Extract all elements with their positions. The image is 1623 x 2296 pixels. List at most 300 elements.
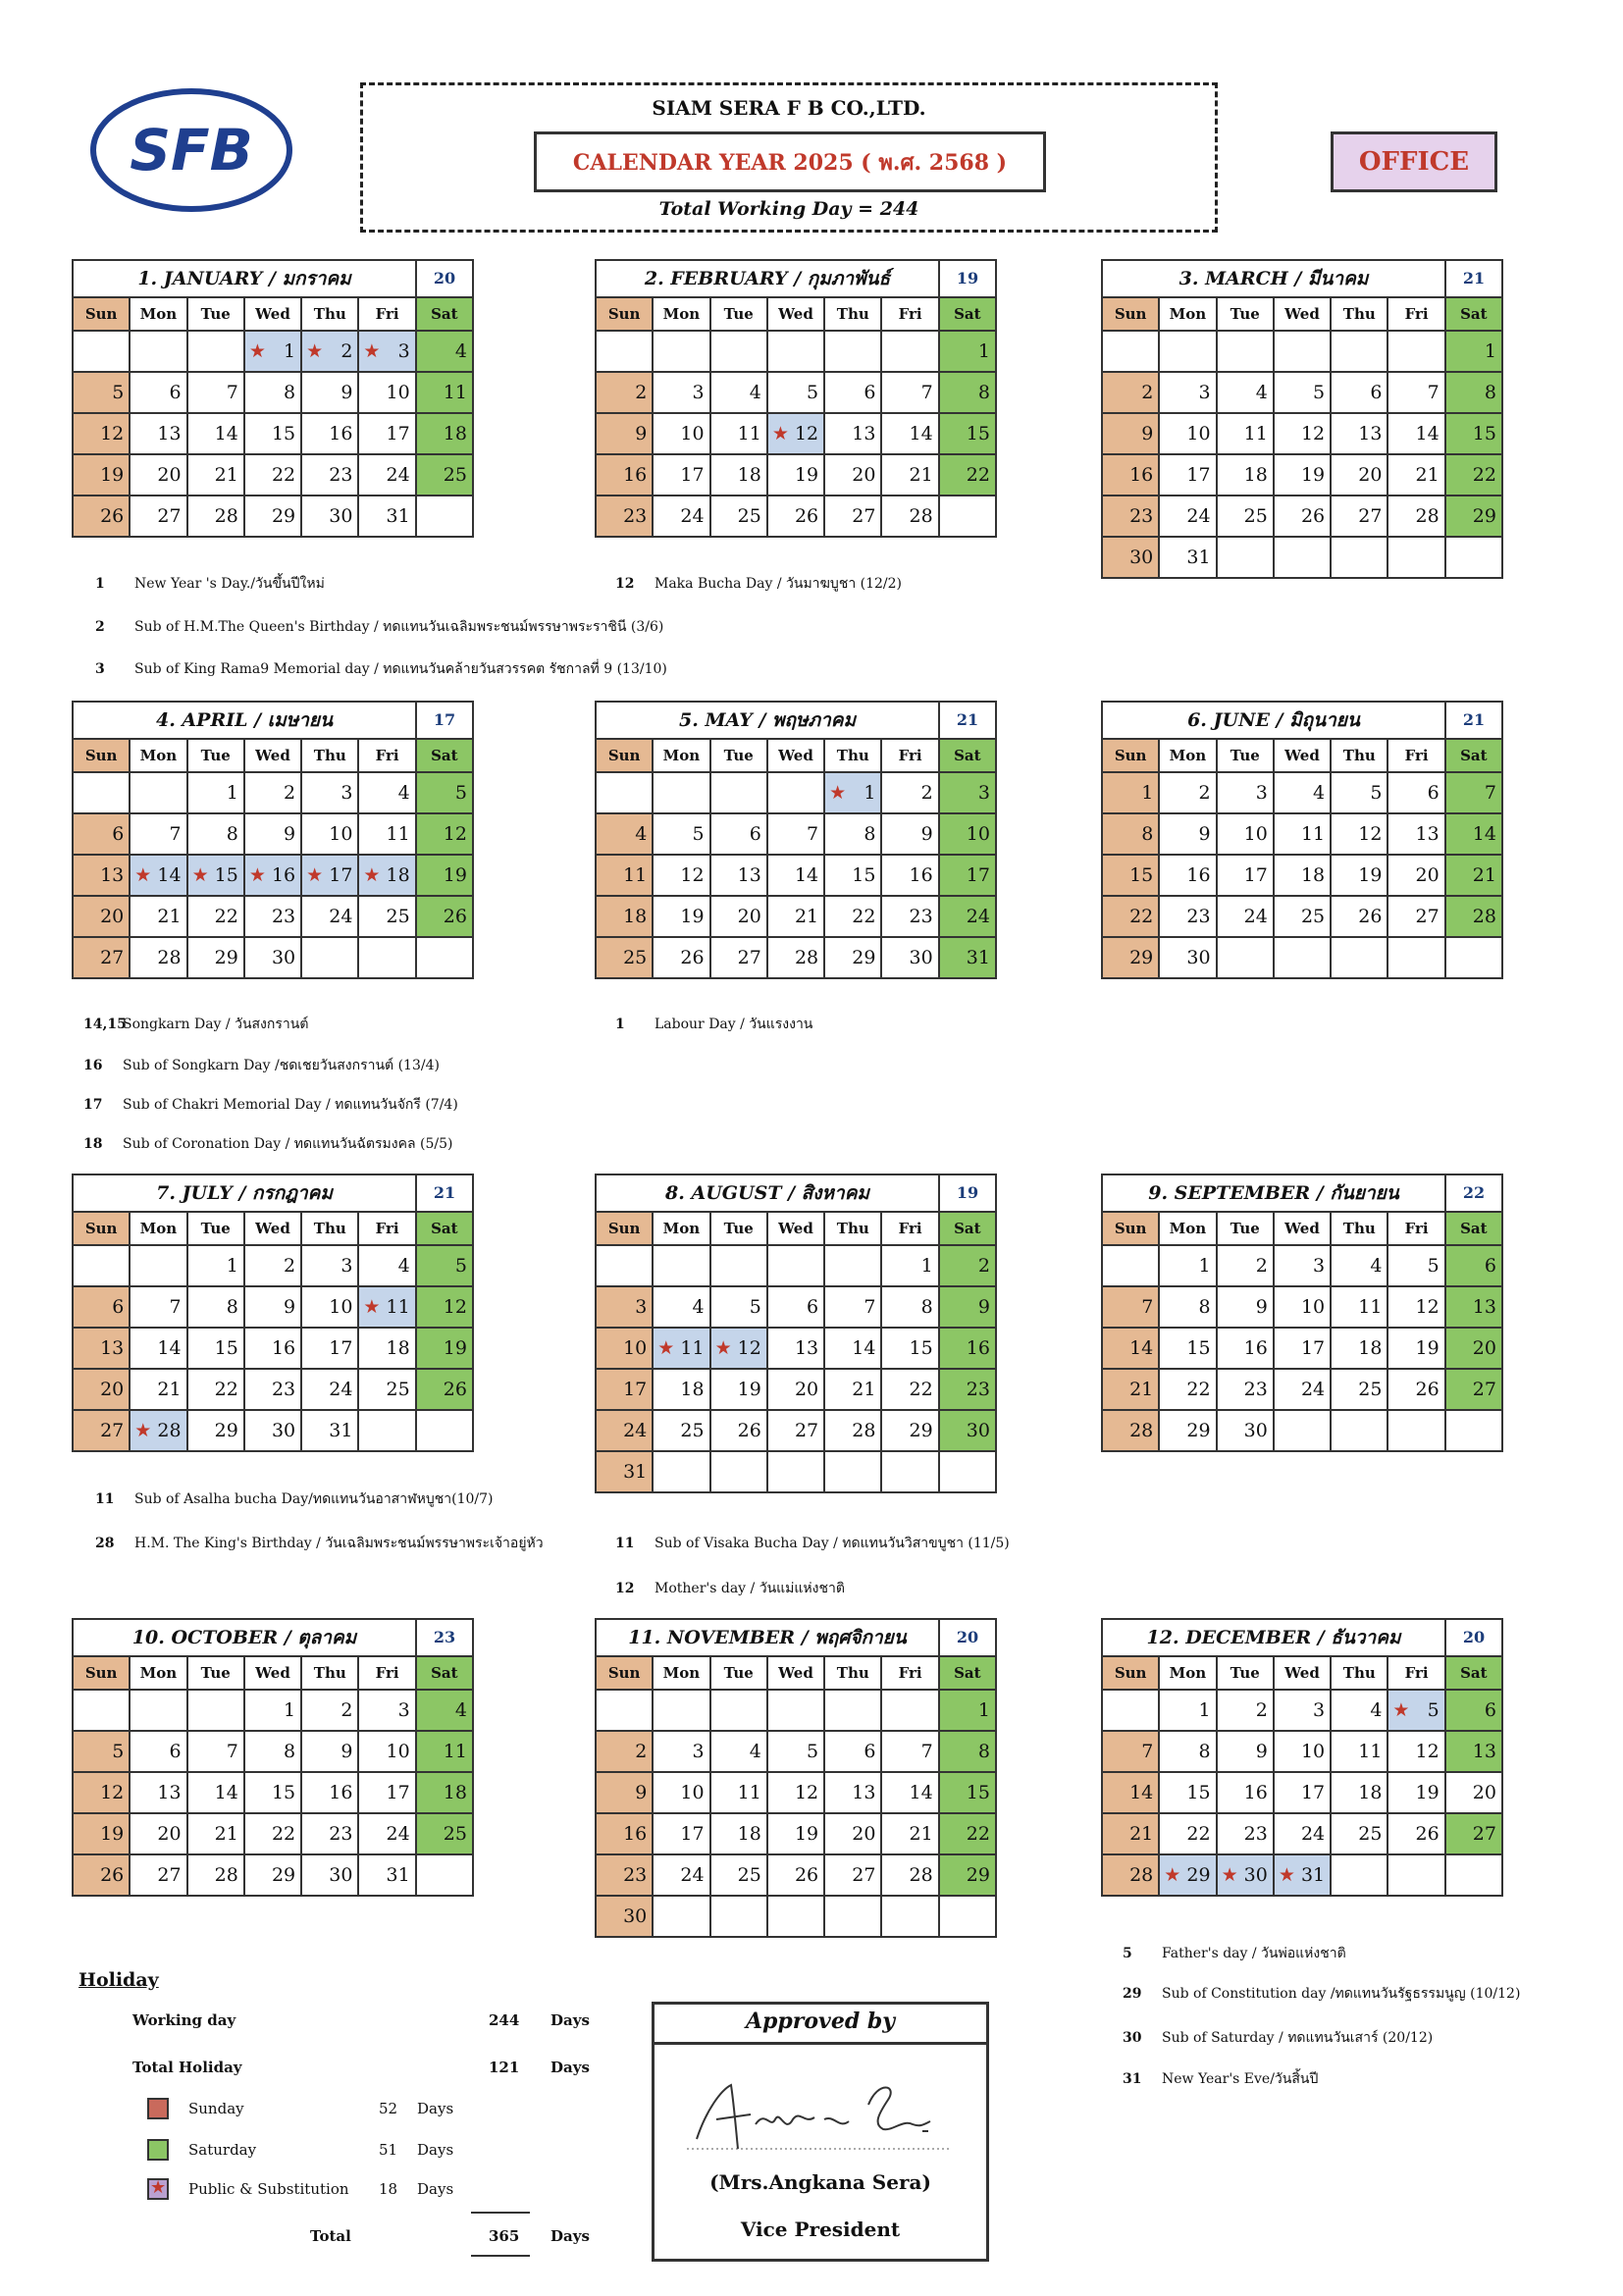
day-cell	[131, 1370, 187, 1411]
day-cell	[768, 938, 825, 979]
month-1	[72, 259, 474, 538]
day-number: 9	[340, 382, 353, 403]
holiday-note-text: Sub of King Rama9 Memorial day / ทดแทนวันคล้ายวันสวรรคต รัชกาลที่ 9 (13/10)	[134, 661, 667, 677]
day-cell	[131, 814, 187, 856]
day-number: 6	[749, 823, 761, 845]
month-working-count: 20	[956, 1628, 979, 1646]
day-cell	[768, 373, 825, 414]
day-number: 5	[1427, 1699, 1440, 1721]
day-number: 17	[329, 864, 353, 886]
day-number: 30	[909, 947, 933, 968]
weekday-header: Sun	[74, 1213, 131, 1246]
day-cell	[245, 455, 302, 496]
day-number: 21	[214, 1823, 238, 1845]
star-icon: ★	[1392, 1699, 1410, 1721]
day-cell	[654, 373, 710, 414]
day-number: 4	[397, 782, 410, 804]
empty-cell	[359, 1411, 416, 1452]
day-number: 27	[1472, 1823, 1496, 1845]
day-cell	[768, 414, 825, 455]
day-number: 12	[1415, 1296, 1440, 1318]
holiday-note-date: 17	[83, 1097, 103, 1113]
holiday-note-date: 14,15	[83, 1017, 127, 1032]
day-number: 21	[852, 1379, 876, 1400]
day-cell	[1388, 773, 1445, 814]
day-cell	[302, 1287, 359, 1329]
day-cell	[131, 373, 187, 414]
day-cell	[74, 1773, 131, 1814]
month-title: 10. OCTOBER / ตุลาคม	[74, 1620, 417, 1655]
day-number: 12	[443, 1296, 467, 1318]
star-icon: ★	[363, 1296, 381, 1318]
day-cell	[1218, 1411, 1275, 1452]
weekday-header: Sat	[417, 298, 474, 332]
weekday-header: Sat	[1446, 740, 1503, 773]
day-cell	[654, 1329, 710, 1370]
holiday-note	[83, 1133, 452, 1155]
holiday-note-text: Father's day / วันพ่อแห่งชาติ	[1162, 1946, 1346, 1961]
day-cell	[940, 373, 997, 414]
day-number: 6	[112, 823, 125, 845]
day-number: 19	[680, 906, 705, 927]
weekday-header: Sun	[597, 1213, 654, 1246]
day-cell	[417, 1287, 474, 1329]
star-icon: ★	[363, 864, 381, 886]
empty-cell	[597, 1691, 654, 1732]
day-cell	[882, 773, 939, 814]
month-3	[1101, 259, 1503, 579]
weekday-header: Sat	[940, 1657, 997, 1691]
day-number: 24	[1300, 1823, 1326, 1845]
day-number: 12	[794, 1782, 819, 1803]
day-number: 29	[271, 1864, 296, 1886]
day-number: 26	[1300, 505, 1326, 527]
day-cell	[940, 1287, 997, 1329]
day-cell	[302, 1814, 359, 1855]
day-cell	[302, 1691, 359, 1732]
day-cell	[1103, 814, 1160, 856]
day-cell	[940, 856, 997, 897]
day-number: 10	[329, 1296, 353, 1318]
weekday-header: Sat	[1446, 1213, 1503, 1246]
day-number: 8	[977, 1741, 990, 1762]
month-header	[1101, 259, 1503, 298]
holiday-note	[83, 1055, 440, 1076]
month-grid	[595, 1213, 997, 1493]
day-cell	[1160, 455, 1217, 496]
day-cell	[597, 1329, 654, 1370]
day-number: 10	[1186, 423, 1211, 444]
empty-cell	[1218, 332, 1275, 373]
day-cell	[825, 373, 882, 414]
day-number: 20	[1358, 464, 1383, 486]
month-grid	[1101, 298, 1503, 579]
day-number: 1	[920, 1255, 933, 1277]
holiday-note-date: 31	[1123, 2071, 1142, 2087]
day-number: 4	[749, 1741, 761, 1762]
day-cell	[654, 1814, 710, 1855]
day-number: 3	[340, 1255, 353, 1277]
day-number: 1	[977, 1699, 990, 1721]
day-number: 5	[1313, 382, 1326, 403]
weekday-header: Mon	[1160, 298, 1217, 332]
day-cell	[1446, 332, 1503, 373]
day-number: 25	[1358, 1379, 1383, 1400]
day-cell	[245, 1855, 302, 1897]
day-number: 29	[852, 947, 876, 968]
day-cell	[1332, 1773, 1388, 1814]
day-number: 21	[157, 906, 182, 927]
day-number: 11	[737, 423, 761, 444]
empty-cell	[711, 332, 768, 373]
weekday-header: Mon	[654, 298, 710, 332]
empty-cell	[597, 1246, 654, 1287]
holiday-note-text: H.M. The King's Birthday / วันเฉลิมพระชนม์พรรษาพระเจ้าอยู่หัว	[134, 1536, 544, 1551]
holiday-note-date: 1	[615, 1017, 625, 1032]
day-number: 2	[1255, 1255, 1268, 1277]
day-cell	[711, 373, 768, 414]
day-number: 18	[1358, 1337, 1383, 1359]
day-number: 29	[1186, 1420, 1211, 1441]
day-number: 3	[1313, 1255, 1326, 1277]
day-cell	[882, 814, 939, 856]
empty-cell	[711, 1691, 768, 1732]
day-cell	[302, 814, 359, 856]
sunday-label: Sunday	[188, 2100, 244, 2117]
day-cell	[882, 1287, 939, 1329]
day-cell	[359, 1814, 416, 1855]
day-cell	[417, 856, 474, 897]
empty-cell	[131, 1246, 187, 1287]
day-cell	[1275, 496, 1332, 538]
day-number: 24	[329, 906, 353, 927]
day-cell	[1218, 414, 1275, 455]
day-number: 9	[284, 1296, 296, 1318]
day-cell	[654, 1855, 710, 1897]
day-number: 1	[977, 340, 990, 362]
day-cell	[245, 814, 302, 856]
empty-cell	[131, 1691, 187, 1732]
weekday-header: Mon	[131, 298, 187, 332]
day-cell	[711, 496, 768, 538]
day-cell	[302, 332, 359, 373]
day-number: 1	[1141, 782, 1154, 804]
day-number: 30	[329, 1864, 353, 1886]
day-cell	[597, 496, 654, 538]
day-number: 15	[214, 864, 238, 886]
day-number: 8	[1141, 823, 1154, 845]
day-number: 23	[1243, 1823, 1268, 1845]
day-cell	[74, 1732, 131, 1773]
day-number: 19	[1300, 464, 1326, 486]
holiday-note	[95, 1533, 544, 1554]
month-2	[595, 259, 997, 538]
day-cell	[131, 1287, 187, 1329]
day-number: 4	[749, 382, 761, 403]
month-header	[1101, 1174, 1503, 1213]
empty-cell	[1332, 1855, 1388, 1897]
day-number: 28	[214, 505, 238, 527]
weekday-header: Thu	[825, 298, 882, 332]
day-number: 23	[909, 906, 933, 927]
day-cell	[359, 496, 416, 538]
holiday-note-date: 12	[615, 1581, 635, 1596]
day-number: 14	[214, 423, 238, 444]
holiday-note-text: Sub of Chakri Memorial Day / ทดแทนวันจักรี (7/4)	[123, 1097, 458, 1113]
day-number: 31	[623, 1461, 648, 1483]
day-number: 9	[977, 1296, 990, 1318]
day-number: 24	[680, 1864, 705, 1886]
empty-cell	[1388, 1411, 1445, 1452]
day-cell	[1160, 1329, 1217, 1370]
public-value: 18	[379, 2180, 398, 2198]
day-number: 7	[226, 382, 238, 403]
day-number: 15	[966, 1782, 990, 1803]
day-cell	[1388, 897, 1445, 938]
holiday-note-text: New Year 's Day./วันขึ้นปีใหม่	[134, 576, 325, 592]
day-cell	[1103, 414, 1160, 455]
empty-cell	[940, 1452, 997, 1493]
holiday-note-date: 12	[615, 576, 635, 592]
day-cell	[882, 856, 939, 897]
day-number: 16	[1243, 1337, 1268, 1359]
day-cell	[1103, 773, 1160, 814]
day-cell	[188, 773, 245, 814]
day-cell	[1332, 373, 1388, 414]
day-number: 30	[623, 1905, 648, 1927]
day-cell	[825, 1329, 882, 1370]
day-cell	[711, 414, 768, 455]
day-cell	[1388, 856, 1445, 897]
day-number: 24	[966, 906, 990, 927]
day-cell	[1388, 496, 1445, 538]
day-number: 2	[284, 782, 296, 804]
day-number: 8	[1484, 382, 1496, 403]
day-cell	[1218, 856, 1275, 897]
day-cell	[882, 1370, 939, 1411]
day-cell	[74, 1287, 131, 1329]
day-number: 13	[157, 1782, 182, 1803]
day-cell	[131, 1814, 187, 1855]
day-number: 17	[680, 464, 705, 486]
saturday-swatch	[147, 2139, 169, 2161]
day-cell	[597, 1773, 654, 1814]
day-number: 3	[397, 340, 410, 362]
total-holiday-label: Total Holiday	[132, 2059, 242, 2076]
day-cell	[1218, 496, 1275, 538]
day-number: 16	[329, 1782, 353, 1803]
empty-cell	[768, 773, 825, 814]
day-number: 30	[271, 1420, 296, 1441]
weekday-header: Tue	[188, 740, 245, 773]
month-working-count: 19	[956, 269, 979, 287]
day-cell	[188, 373, 245, 414]
empty-cell	[1160, 332, 1217, 373]
day-number: 16	[1186, 864, 1211, 886]
day-number: 3	[977, 782, 990, 804]
day-cell	[597, 1370, 654, 1411]
day-number: 2	[284, 1255, 296, 1277]
working-day-value: 244	[489, 2011, 520, 2029]
day-cell	[74, 897, 131, 938]
day-cell	[74, 1370, 131, 1411]
day-cell	[1160, 496, 1217, 538]
company-logo	[88, 86, 294, 214]
day-number: 19	[100, 1823, 125, 1845]
working-day-unit: Days	[550, 2011, 590, 2029]
day-cell	[131, 938, 187, 979]
day-number: 9	[1255, 1296, 1268, 1318]
day-cell	[417, 814, 474, 856]
company-name: SIAM SERA F B CO.,LTD.	[652, 96, 926, 120]
day-number: 2	[920, 782, 933, 804]
day-cell	[825, 1732, 882, 1773]
weekday-header: Sat	[417, 1657, 474, 1691]
day-cell	[825, 1773, 882, 1814]
weekday-header: Sun	[1103, 1213, 1160, 1246]
holiday-note	[615, 573, 902, 595]
month-title: 7. JULY / กรกฎาคม	[74, 1175, 417, 1211]
day-cell	[597, 897, 654, 938]
day-number: 24	[1243, 906, 1268, 927]
day-cell	[882, 455, 939, 496]
day-cell	[940, 773, 997, 814]
day-number: 8	[1198, 1741, 1211, 1762]
day-number: 21	[909, 1823, 933, 1845]
empty-cell	[74, 332, 131, 373]
day-number: 16	[329, 423, 353, 444]
day-number: 18	[737, 464, 761, 486]
day-cell	[188, 455, 245, 496]
day-cell	[245, 1732, 302, 1773]
day-cell	[1332, 856, 1388, 897]
day-number: 14	[214, 1782, 238, 1803]
star-icon: ★	[306, 864, 324, 886]
day-cell	[1103, 1732, 1160, 1773]
day-number: 23	[329, 1823, 353, 1845]
day-number: 27	[1472, 1379, 1496, 1400]
day-number: 16	[909, 864, 933, 886]
day-cell	[245, 1691, 302, 1732]
day-number: 15	[852, 864, 876, 886]
day-number: 7	[1141, 1296, 1154, 1318]
day-number: 27	[157, 1864, 182, 1886]
day-number: 13	[737, 864, 761, 886]
weekday-header: Thu	[825, 740, 882, 773]
day-number: 29	[214, 1420, 238, 1441]
day-number: 20	[1472, 1782, 1496, 1803]
weekday-header: Tue	[1218, 1213, 1275, 1246]
day-number: 23	[966, 1379, 990, 1400]
day-cell	[1160, 1773, 1217, 1814]
day-cell	[245, 1411, 302, 1452]
day-number: 19	[737, 1379, 761, 1400]
day-cell	[1103, 373, 1160, 414]
day-number: 30	[966, 1420, 990, 1441]
month-working-count: 23	[433, 1628, 456, 1646]
day-cell	[74, 496, 131, 538]
day-cell	[1446, 1287, 1503, 1329]
day-cell	[597, 1897, 654, 1938]
empty-cell	[825, 332, 882, 373]
month-title: 4. APRIL / เมษายน	[74, 703, 417, 738]
month-title: 5. MAY / พฤษภาคม	[597, 703, 940, 738]
day-cell	[1388, 1370, 1445, 1411]
day-number: 28	[214, 1864, 238, 1886]
day-cell	[825, 496, 882, 538]
day-cell	[359, 1691, 416, 1732]
day-cell	[768, 1855, 825, 1897]
day-cell	[825, 414, 882, 455]
day-number: 13	[1358, 423, 1383, 444]
day-number: 15	[1472, 423, 1496, 444]
day-number: 8	[226, 1296, 238, 1318]
day-number: 8	[864, 823, 876, 845]
day-cell	[1275, 856, 1332, 897]
day-cell	[711, 1411, 768, 1452]
day-number: 1	[226, 782, 238, 804]
day-cell	[1388, 1814, 1445, 1855]
day-number: 8	[284, 382, 296, 403]
star-icon: ★	[1221, 1864, 1238, 1886]
approver-name: (Mrs.Angkana Sera)	[709, 2170, 931, 2194]
day-number: 14	[1129, 1337, 1154, 1359]
day-number: 20	[157, 464, 182, 486]
day-number: 1	[1198, 1255, 1211, 1277]
weekday-header: Mon	[1160, 1657, 1217, 1691]
day-cell	[1446, 773, 1503, 814]
weekday-header: Thu	[302, 1657, 359, 1691]
day-number: 18	[623, 906, 648, 927]
empty-cell	[131, 773, 187, 814]
day-cell	[417, 1814, 474, 1855]
day-number: 2	[1141, 382, 1154, 403]
weekday-header: Tue	[188, 1657, 245, 1691]
day-cell	[74, 373, 131, 414]
day-cell	[417, 1246, 474, 1287]
day-number: 7	[920, 1741, 933, 1762]
day-cell	[245, 373, 302, 414]
day-number: 26	[1415, 1823, 1440, 1845]
empty-cell	[417, 938, 474, 979]
empty-cell	[417, 1855, 474, 1897]
day-cell	[302, 897, 359, 938]
day-number: 14	[1415, 423, 1440, 444]
day-cell	[940, 938, 997, 979]
holiday-note-text: Sub of Visaka Bucha Day / ทดแทนวันวิสาขบูชา (11/5)	[654, 1536, 1010, 1551]
day-cell	[1103, 1329, 1160, 1370]
day-cell	[768, 1287, 825, 1329]
day-cell	[1160, 414, 1217, 455]
day-number: 15	[1186, 1782, 1211, 1803]
day-number: 11	[443, 1741, 467, 1762]
day-cell	[825, 1287, 882, 1329]
day-number: 22	[966, 464, 990, 486]
day-number: 4	[1255, 382, 1268, 403]
day-number: 23	[623, 505, 648, 527]
day-cell	[1275, 1691, 1332, 1732]
empty-cell	[302, 938, 359, 979]
empty-cell	[768, 1691, 825, 1732]
day-number: 28	[157, 947, 182, 968]
day-cell	[1103, 455, 1160, 496]
day-cell	[302, 1329, 359, 1370]
day-number: 19	[1415, 1782, 1440, 1803]
empty-cell	[1103, 332, 1160, 373]
day-cell	[711, 1814, 768, 1855]
day-cell	[302, 496, 359, 538]
day-cell	[711, 1287, 768, 1329]
